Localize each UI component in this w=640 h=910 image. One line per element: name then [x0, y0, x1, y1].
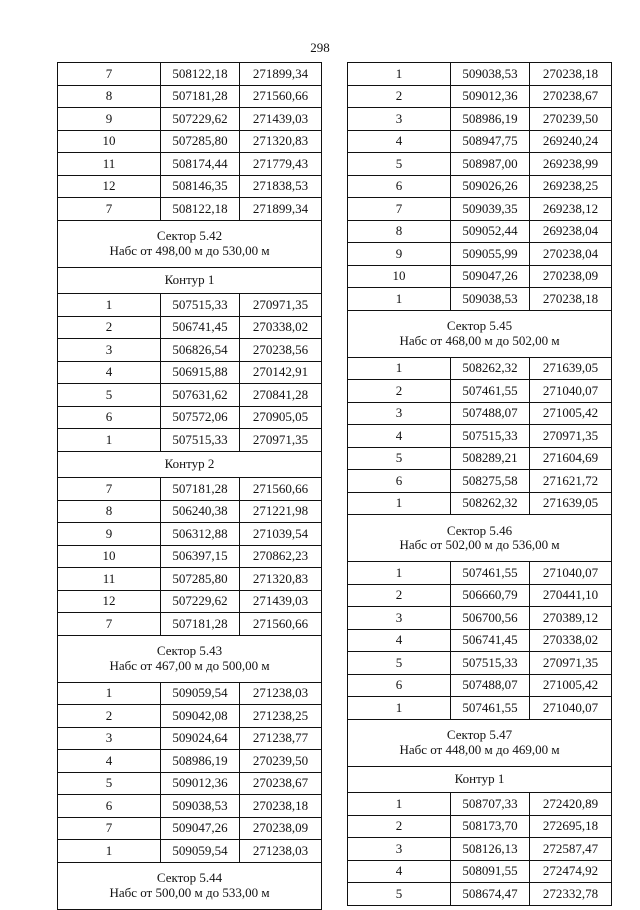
table-row	[348, 584, 612, 607]
y-coordinate-cell: 271779,43	[240, 153, 322, 176]
section-header	[58, 267, 322, 294]
table-row	[348, 883, 612, 906]
y-coordinate-cell: 270239,50	[530, 108, 612, 131]
point-number-cell: 1	[348, 697, 451, 720]
point-number-cell: 8	[58, 85, 161, 108]
table-row	[58, 339, 322, 362]
y-coordinate-cell: 269238,99	[530, 153, 612, 176]
x-coordinate-cell: 509052,44	[451, 220, 530, 243]
y-coordinate-cell: 270971,35	[240, 429, 322, 452]
y-coordinate-cell: 269238,25	[530, 175, 612, 198]
point-number-cell: 4	[58, 750, 161, 773]
table-row	[348, 220, 612, 243]
table-row	[58, 523, 322, 546]
section-elevation-range: Набс от 448,00 м до 469,00 м	[399, 741, 560, 757]
y-coordinate-cell: 270238,09	[240, 817, 322, 840]
point-number-cell: 7	[348, 198, 451, 221]
section-elevation-range: Набс от 498,00 м до 530,00 м	[109, 242, 270, 258]
x-coordinate-cell: 509012,36	[451, 85, 530, 108]
y-coordinate-cell: 271238,03	[240, 682, 322, 705]
table-row	[58, 198, 322, 221]
x-coordinate-cell: 509055,99	[451, 243, 530, 266]
x-coordinate-cell: 507631,62	[161, 384, 240, 407]
point-number-cell: 2	[348, 380, 451, 403]
table-row	[348, 198, 612, 221]
point-number-cell: 4	[348, 860, 451, 883]
section-elevation-range: Набс от 502,00 м до 536,00 м	[399, 537, 560, 552]
x-coordinate-cell: 508275,58	[451, 470, 530, 493]
x-coordinate-cell: 508986,19	[161, 750, 240, 773]
y-coordinate-cell: 271221,98	[240, 500, 322, 523]
y-coordinate-cell: 272420,89	[530, 793, 612, 816]
point-number-cell: 3	[348, 108, 451, 131]
x-coordinate-cell: 507285,80	[161, 568, 240, 591]
section-title: Сектор 5.42	[156, 228, 223, 244]
x-coordinate-cell: 509047,26	[161, 817, 240, 840]
section-header	[348, 766, 612, 793]
section-title: Сектор 5.43	[156, 643, 223, 659]
y-coordinate-cell: 271040,07	[530, 697, 612, 720]
table-row	[348, 562, 612, 585]
table-row	[58, 153, 322, 176]
table-row	[58, 705, 322, 728]
y-coordinate-cell: 270971,35	[240, 294, 322, 317]
point-number-cell: 9	[58, 523, 161, 546]
y-coordinate-cell: 271604,69	[530, 447, 612, 470]
x-coordinate-cell: 507572,06	[161, 406, 240, 429]
section-header	[58, 451, 322, 478]
point-number-cell: 1	[58, 682, 161, 705]
x-coordinate-cell: 506741,45	[161, 316, 240, 339]
section-title: Сектор 5.44	[156, 870, 223, 886]
x-coordinate-cell: 507461,55	[451, 697, 530, 720]
x-coordinate-cell: 508126,13	[451, 838, 530, 861]
x-coordinate-cell: 509026,26	[451, 175, 530, 198]
table-row	[348, 357, 612, 380]
y-coordinate-cell: 272332,78	[530, 883, 612, 906]
point-number-cell: 8	[348, 220, 451, 243]
table-row	[58, 175, 322, 198]
y-coordinate-cell: 271040,07	[530, 380, 612, 403]
x-coordinate-cell: 507181,28	[161, 478, 240, 501]
y-coordinate-cell: 270238,09	[530, 265, 612, 288]
y-coordinate-cell: 271639,05	[530, 492, 612, 515]
table-row	[348, 63, 612, 86]
section-elevation-range: Набс от 468,00 м до 502,00 м	[399, 332, 560, 348]
y-coordinate-cell: 271320,83	[240, 568, 322, 591]
table-row	[348, 860, 612, 883]
y-coordinate-cell: 271560,66	[240, 613, 322, 636]
point-number-cell: 1	[348, 562, 451, 585]
table-row	[348, 447, 612, 470]
y-coordinate-cell: 271899,34	[240, 198, 322, 221]
section-header	[348, 310, 612, 357]
x-coordinate-cell: 508262,32	[451, 492, 530, 515]
point-number-cell: 8	[58, 500, 161, 523]
point-number-cell: 5	[58, 772, 161, 795]
section-title: Сектор 5.45	[446, 318, 513, 334]
y-coordinate-cell: 269238,04	[530, 220, 612, 243]
section-header-row	[58, 220, 322, 267]
x-coordinate-cell: 508091,55	[451, 860, 530, 883]
y-coordinate-cell: 271320,83	[240, 130, 322, 153]
point-number-cell: 6	[348, 470, 451, 493]
point-number-cell: 7	[58, 478, 161, 501]
table-row	[348, 793, 612, 816]
y-coordinate-cell: 271639,05	[530, 357, 612, 380]
table-row	[348, 108, 612, 131]
y-coordinate-cell: 271238,77	[240, 727, 322, 750]
table-row	[58, 294, 322, 317]
y-coordinate-cell: 270239,50	[240, 750, 322, 773]
table-row	[348, 674, 612, 697]
page-number: 298	[310, 40, 330, 55]
y-coordinate-cell: 270841,28	[240, 384, 322, 407]
y-coordinate-cell: 270238,56	[240, 339, 322, 362]
y-coordinate-cell: 271560,66	[240, 85, 322, 108]
y-coordinate-cell: 270971,35	[530, 425, 612, 448]
x-coordinate-cell: 509012,36	[161, 772, 240, 795]
x-coordinate-cell: 508174,44	[161, 153, 240, 176]
y-coordinate-cell: 270389,12	[530, 607, 612, 630]
point-number-cell: 1	[348, 492, 451, 515]
y-coordinate-cell: 270862,23	[240, 545, 322, 568]
x-coordinate-cell: 509047,26	[451, 265, 530, 288]
point-number-cell: 4	[348, 629, 451, 652]
table-row	[58, 361, 322, 384]
x-coordinate-cell: 509038,53	[451, 288, 530, 311]
x-coordinate-cell: 507515,33	[451, 652, 530, 675]
table-row	[58, 406, 322, 429]
right-coordinates-table	[347, 62, 608, 906]
section-header	[58, 862, 322, 909]
y-coordinate-cell: 271040,07	[530, 562, 612, 585]
table-row	[348, 243, 612, 266]
table-row	[58, 568, 322, 591]
table-row	[58, 682, 322, 705]
point-number-cell: 4	[58, 361, 161, 384]
table-row	[58, 613, 322, 636]
x-coordinate-cell: 507181,28	[161, 85, 240, 108]
y-coordinate-cell: 270338,02	[530, 629, 612, 652]
table-row	[348, 85, 612, 108]
section-title: Сектор 5.46	[446, 522, 513, 538]
section-header-row	[58, 635, 322, 682]
table-row	[58, 772, 322, 795]
y-coordinate-cell: 270238,67	[240, 772, 322, 795]
table-row	[348, 838, 612, 861]
table-row	[348, 652, 612, 675]
table-row	[348, 470, 612, 493]
x-coordinate-cell: 507488,07	[451, 674, 530, 697]
point-number-cell: 2	[58, 705, 161, 728]
point-number-cell: 5	[348, 153, 451, 176]
y-coordinate-cell: 271899,34	[240, 63, 322, 86]
y-coordinate-cell: 271439,03	[240, 590, 322, 613]
x-coordinate-cell: 508947,75	[451, 130, 530, 153]
x-coordinate-cell: 507515,33	[161, 429, 240, 452]
point-number-cell: 6	[58, 406, 161, 429]
table-row	[348, 130, 612, 153]
table-row	[348, 425, 612, 448]
point-number-cell: 2	[348, 584, 451, 607]
table-row	[348, 175, 612, 198]
point-number-cell: 3	[348, 402, 451, 425]
point-number-cell: 10	[348, 265, 451, 288]
x-coordinate-cell: 508986,19	[451, 108, 530, 131]
table-row	[58, 429, 322, 452]
x-coordinate-cell: 509038,53	[451, 63, 530, 86]
point-number-cell: 12	[58, 590, 161, 613]
section-header-row	[58, 267, 322, 294]
y-coordinate-cell: 270238,04	[530, 243, 612, 266]
point-number-cell: 7	[58, 198, 161, 221]
point-number-cell: 9	[348, 243, 451, 266]
x-coordinate-cell: 508262,32	[451, 357, 530, 380]
point-number-cell: 1	[58, 429, 161, 452]
x-coordinate-cell: 507488,07	[451, 402, 530, 425]
x-coordinate-cell: 506397,15	[161, 545, 240, 568]
point-number-cell: 6	[58, 795, 161, 818]
y-coordinate-cell: 270971,35	[530, 652, 612, 675]
y-coordinate-cell: 271005,42	[530, 674, 612, 697]
table-row	[348, 492, 612, 515]
table-row	[348, 153, 612, 176]
table-row	[58, 108, 322, 131]
table-row	[348, 629, 612, 652]
x-coordinate-cell: 506915,88	[161, 361, 240, 384]
table-row	[58, 63, 322, 86]
y-coordinate-cell: 270338,02	[240, 316, 322, 339]
point-number-cell: 10	[58, 545, 161, 568]
point-number-cell: 5	[58, 384, 161, 407]
section-title: Контур 1	[164, 272, 215, 288]
point-number-cell: 1	[348, 357, 451, 380]
y-coordinate-cell: 269238,12	[530, 198, 612, 221]
x-coordinate-cell: 506240,38	[161, 500, 240, 523]
y-coordinate-cell: 271439,03	[240, 108, 322, 131]
y-coordinate-cell: 270238,18	[530, 288, 612, 311]
table-row	[348, 815, 612, 838]
x-coordinate-cell: 507461,55	[451, 380, 530, 403]
point-number-cell: 12	[58, 175, 161, 198]
x-coordinate-cell: 507515,33	[451, 425, 530, 448]
table-row	[58, 384, 322, 407]
y-coordinate-cell: 271039,54	[240, 523, 322, 546]
point-number-cell: 4	[348, 425, 451, 448]
section-title: Сектор 5.47	[446, 727, 513, 743]
point-number-cell: 6	[348, 674, 451, 697]
section-header	[348, 719, 612, 766]
point-number-cell: 3	[58, 727, 161, 750]
point-number-cell: 3	[58, 339, 161, 362]
point-number-cell: 3	[348, 607, 451, 630]
x-coordinate-cell: 508146,35	[161, 175, 240, 198]
point-number-cell: 2	[348, 85, 451, 108]
point-number-cell: 10	[58, 130, 161, 153]
y-coordinate-cell: 270238,18	[240, 795, 322, 818]
point-number-cell: 7	[58, 63, 161, 86]
x-coordinate-cell: 507461,55	[451, 562, 530, 585]
x-coordinate-cell: 506741,45	[451, 629, 530, 652]
point-number-cell: 3	[348, 838, 451, 861]
x-coordinate-cell: 509039,35	[451, 198, 530, 221]
table-row	[58, 130, 322, 153]
y-coordinate-cell: 272587,47	[530, 838, 612, 861]
section-header-row	[348, 515, 612, 562]
table-row	[348, 607, 612, 630]
x-coordinate-cell: 507515,33	[161, 294, 240, 317]
x-coordinate-cell: 508173,70	[451, 815, 530, 838]
x-coordinate-cell: 507229,62	[161, 108, 240, 131]
section-title: Контур 2	[164, 456, 215, 472]
section-header-row	[58, 451, 322, 478]
section-header-row	[348, 719, 612, 766]
table-row	[58, 85, 322, 108]
point-number-cell: 9	[58, 108, 161, 131]
y-coordinate-cell: 271238,03	[240, 840, 322, 863]
point-number-cell: 2	[348, 815, 451, 838]
section-header	[348, 515, 612, 562]
x-coordinate-cell: 507285,80	[161, 130, 240, 153]
x-coordinate-cell: 508122,18	[161, 63, 240, 86]
y-coordinate-cell: 270238,18	[530, 63, 612, 86]
table-row	[348, 380, 612, 403]
point-number-cell: 7	[58, 613, 161, 636]
table-row	[348, 265, 612, 288]
point-number-cell: 11	[58, 153, 161, 176]
x-coordinate-cell: 509059,54	[161, 682, 240, 705]
x-coordinate-cell: 509059,54	[161, 840, 240, 863]
point-number-cell: 1	[348, 63, 451, 86]
y-coordinate-cell: 271238,25	[240, 705, 322, 728]
table-row	[348, 288, 612, 311]
y-coordinate-cell: 269240,24	[530, 130, 612, 153]
x-coordinate-cell: 508707,33	[451, 793, 530, 816]
x-coordinate-cell: 508289,21	[451, 447, 530, 470]
point-number-cell: 5	[348, 652, 451, 675]
section-elevation-range: Набс от 500,00 м до 533,00 м	[109, 884, 270, 900]
section-header	[58, 635, 322, 682]
y-coordinate-cell: 271005,42	[530, 402, 612, 425]
y-coordinate-cell: 270238,67	[530, 85, 612, 108]
point-number-cell: 1	[58, 294, 161, 317]
y-coordinate-cell: 270905,05	[240, 406, 322, 429]
table-row	[348, 697, 612, 720]
y-coordinate-cell: 270441,10	[530, 584, 612, 607]
x-coordinate-cell: 507181,28	[161, 613, 240, 636]
y-coordinate-cell: 271621,72	[530, 470, 612, 493]
point-number-cell: 11	[58, 568, 161, 591]
x-coordinate-cell: 508122,18	[161, 198, 240, 221]
x-coordinate-cell: 508674,47	[451, 883, 530, 906]
section-header-row	[348, 310, 612, 357]
y-coordinate-cell: 272695,18	[530, 815, 612, 838]
section-header	[58, 220, 322, 267]
x-coordinate-cell: 507229,62	[161, 590, 240, 613]
x-coordinate-cell: 506700,56	[451, 607, 530, 630]
point-number-cell: 5	[348, 883, 451, 906]
table-row	[58, 795, 322, 818]
y-coordinate-cell: 270142,91	[240, 361, 322, 384]
point-number-cell: 5	[348, 447, 451, 470]
table-row	[58, 316, 322, 339]
x-coordinate-cell: 509042,08	[161, 705, 240, 728]
section-header-row	[58, 862, 322, 909]
section-elevation-range: Набс от 467,00 м до 500,00 м	[109, 657, 270, 673]
y-coordinate-cell: 271838,53	[240, 175, 322, 198]
x-coordinate-cell: 508987,00	[451, 153, 530, 176]
point-number-cell: 1	[58, 840, 161, 863]
table-row	[58, 500, 322, 523]
x-coordinate-cell: 506660,79	[451, 584, 530, 607]
x-coordinate-cell: 509038,53	[161, 795, 240, 818]
point-number-cell: 1	[348, 288, 451, 311]
table-row	[58, 727, 322, 750]
table-row	[58, 750, 322, 773]
y-coordinate-cell: 271560,66	[240, 478, 322, 501]
x-coordinate-cell: 506826,54	[161, 339, 240, 362]
section-title: Контур 1	[454, 771, 505, 787]
point-number-cell: 4	[348, 130, 451, 153]
table-row	[58, 840, 322, 863]
left-coordinates-table	[57, 62, 318, 910]
x-coordinate-cell: 506312,88	[161, 523, 240, 546]
table-row	[348, 402, 612, 425]
point-number-cell: 2	[58, 316, 161, 339]
point-number-cell: 6	[348, 175, 451, 198]
point-number-cell: 7	[58, 817, 161, 840]
table-row	[58, 545, 322, 568]
table-row	[58, 478, 322, 501]
section-header-row	[348, 766, 612, 793]
table-row	[58, 590, 322, 613]
y-coordinate-cell: 272474,92	[530, 860, 612, 883]
x-coordinate-cell: 509024,64	[161, 727, 240, 750]
table-row	[58, 817, 322, 840]
point-number-cell: 1	[348, 793, 451, 816]
